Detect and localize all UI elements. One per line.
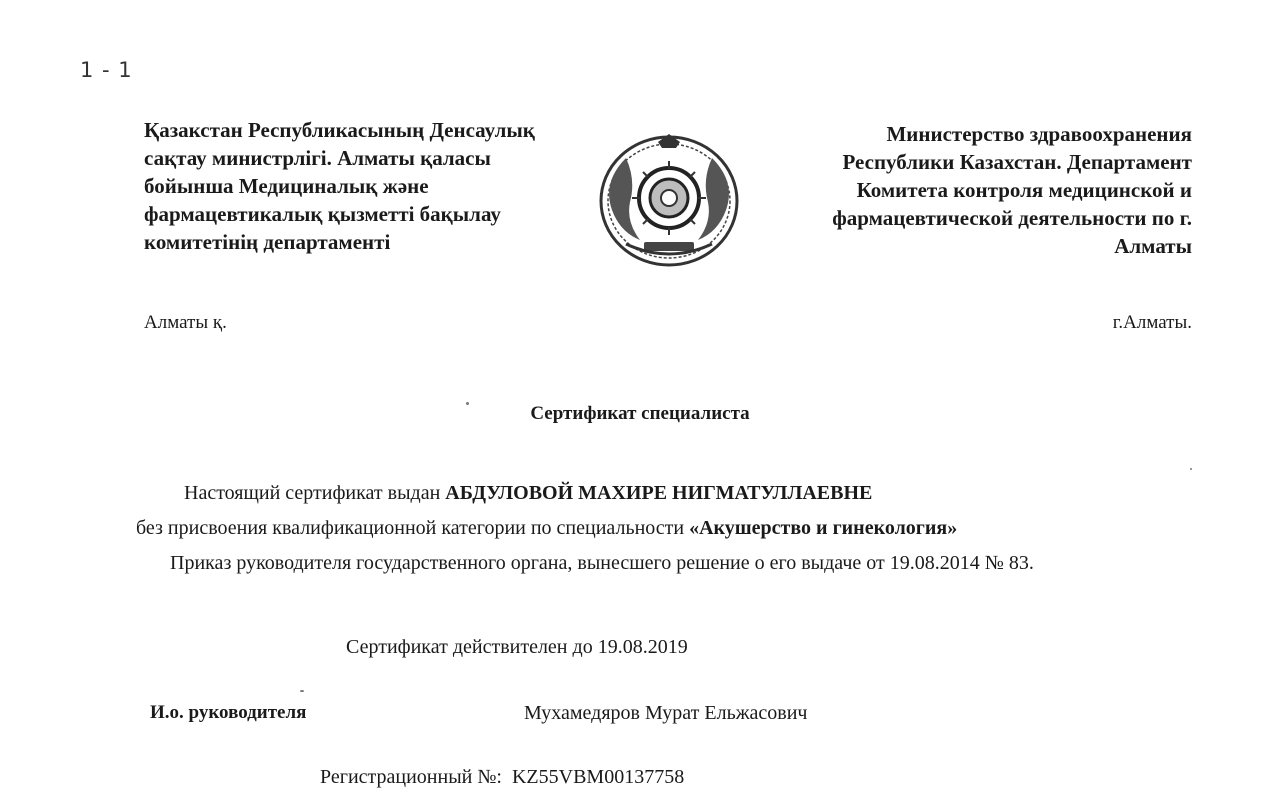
header-left-kazakh [144, 116, 604, 256]
header-right-line: фармацевтической деятельности по г. [832, 206, 1192, 230]
header-left-line: фармацевтикалық қызметті бақылау [144, 202, 501, 226]
issued-prefix: Настоящий сертификат выдан [184, 482, 441, 504]
signatory-name: Мухамедяров Мурат Ельжасович [524, 702, 808, 724]
city-kazakh: Алматы қ. [144, 312, 227, 333]
state-emblem-icon [596, 132, 742, 270]
scan-speck [466, 402, 469, 405]
registration-label: Регистрационный №: [320, 766, 502, 788]
specialty: «Акушерство и гинекология» [689, 517, 958, 539]
document-title: Сертификат специалиста [530, 403, 750, 424]
header-right-line: Республики Казахстан. Департамент [842, 150, 1192, 174]
registration-number [320, 766, 684, 789]
header-left-line: бойынша Медициналық және [144, 174, 429, 198]
header-left-line: сақтау министрлігі. Алматы қаласы [144, 146, 491, 170]
registration-value: KZ55VBM00137758 [511, 766, 685, 788]
header-right-russian [752, 120, 1192, 260]
signatory-role: И.о. руководителя [150, 702, 307, 723]
header-right-line: Комитета контроля медицинской и [856, 178, 1192, 202]
issued-statement [184, 482, 872, 505]
category-statement [136, 517, 957, 540]
header-right-line: Министерство здравоохранения [886, 122, 1192, 146]
header-left-line: комитетінің департаменті [144, 230, 391, 254]
header-right-line: Алматы [1114, 234, 1192, 258]
order-statement: Приказ руководителя государственного органа, вынесшего решение о его выдаче от 19.08.2014 № 83. [170, 552, 1034, 574]
city-russian: г.Алматы. [1112, 312, 1192, 333]
validity-statement: Сертификат действителен до 19.08.2019 [346, 636, 688, 658]
header-left-line: Қазакстан Республикасының Денсаулық [144, 118, 535, 142]
holder-name: АБДУЛОВОЙ МАХИРЕ НИГМАТУЛЛАЕВНЕ [445, 482, 873, 504]
scan-speck [300, 690, 304, 692]
page-number: 1 - 1 [80, 58, 133, 82]
category-prefix: без присвоения квалификационной категории по специальности [136, 517, 685, 539]
scan-speck [1190, 468, 1192, 470]
